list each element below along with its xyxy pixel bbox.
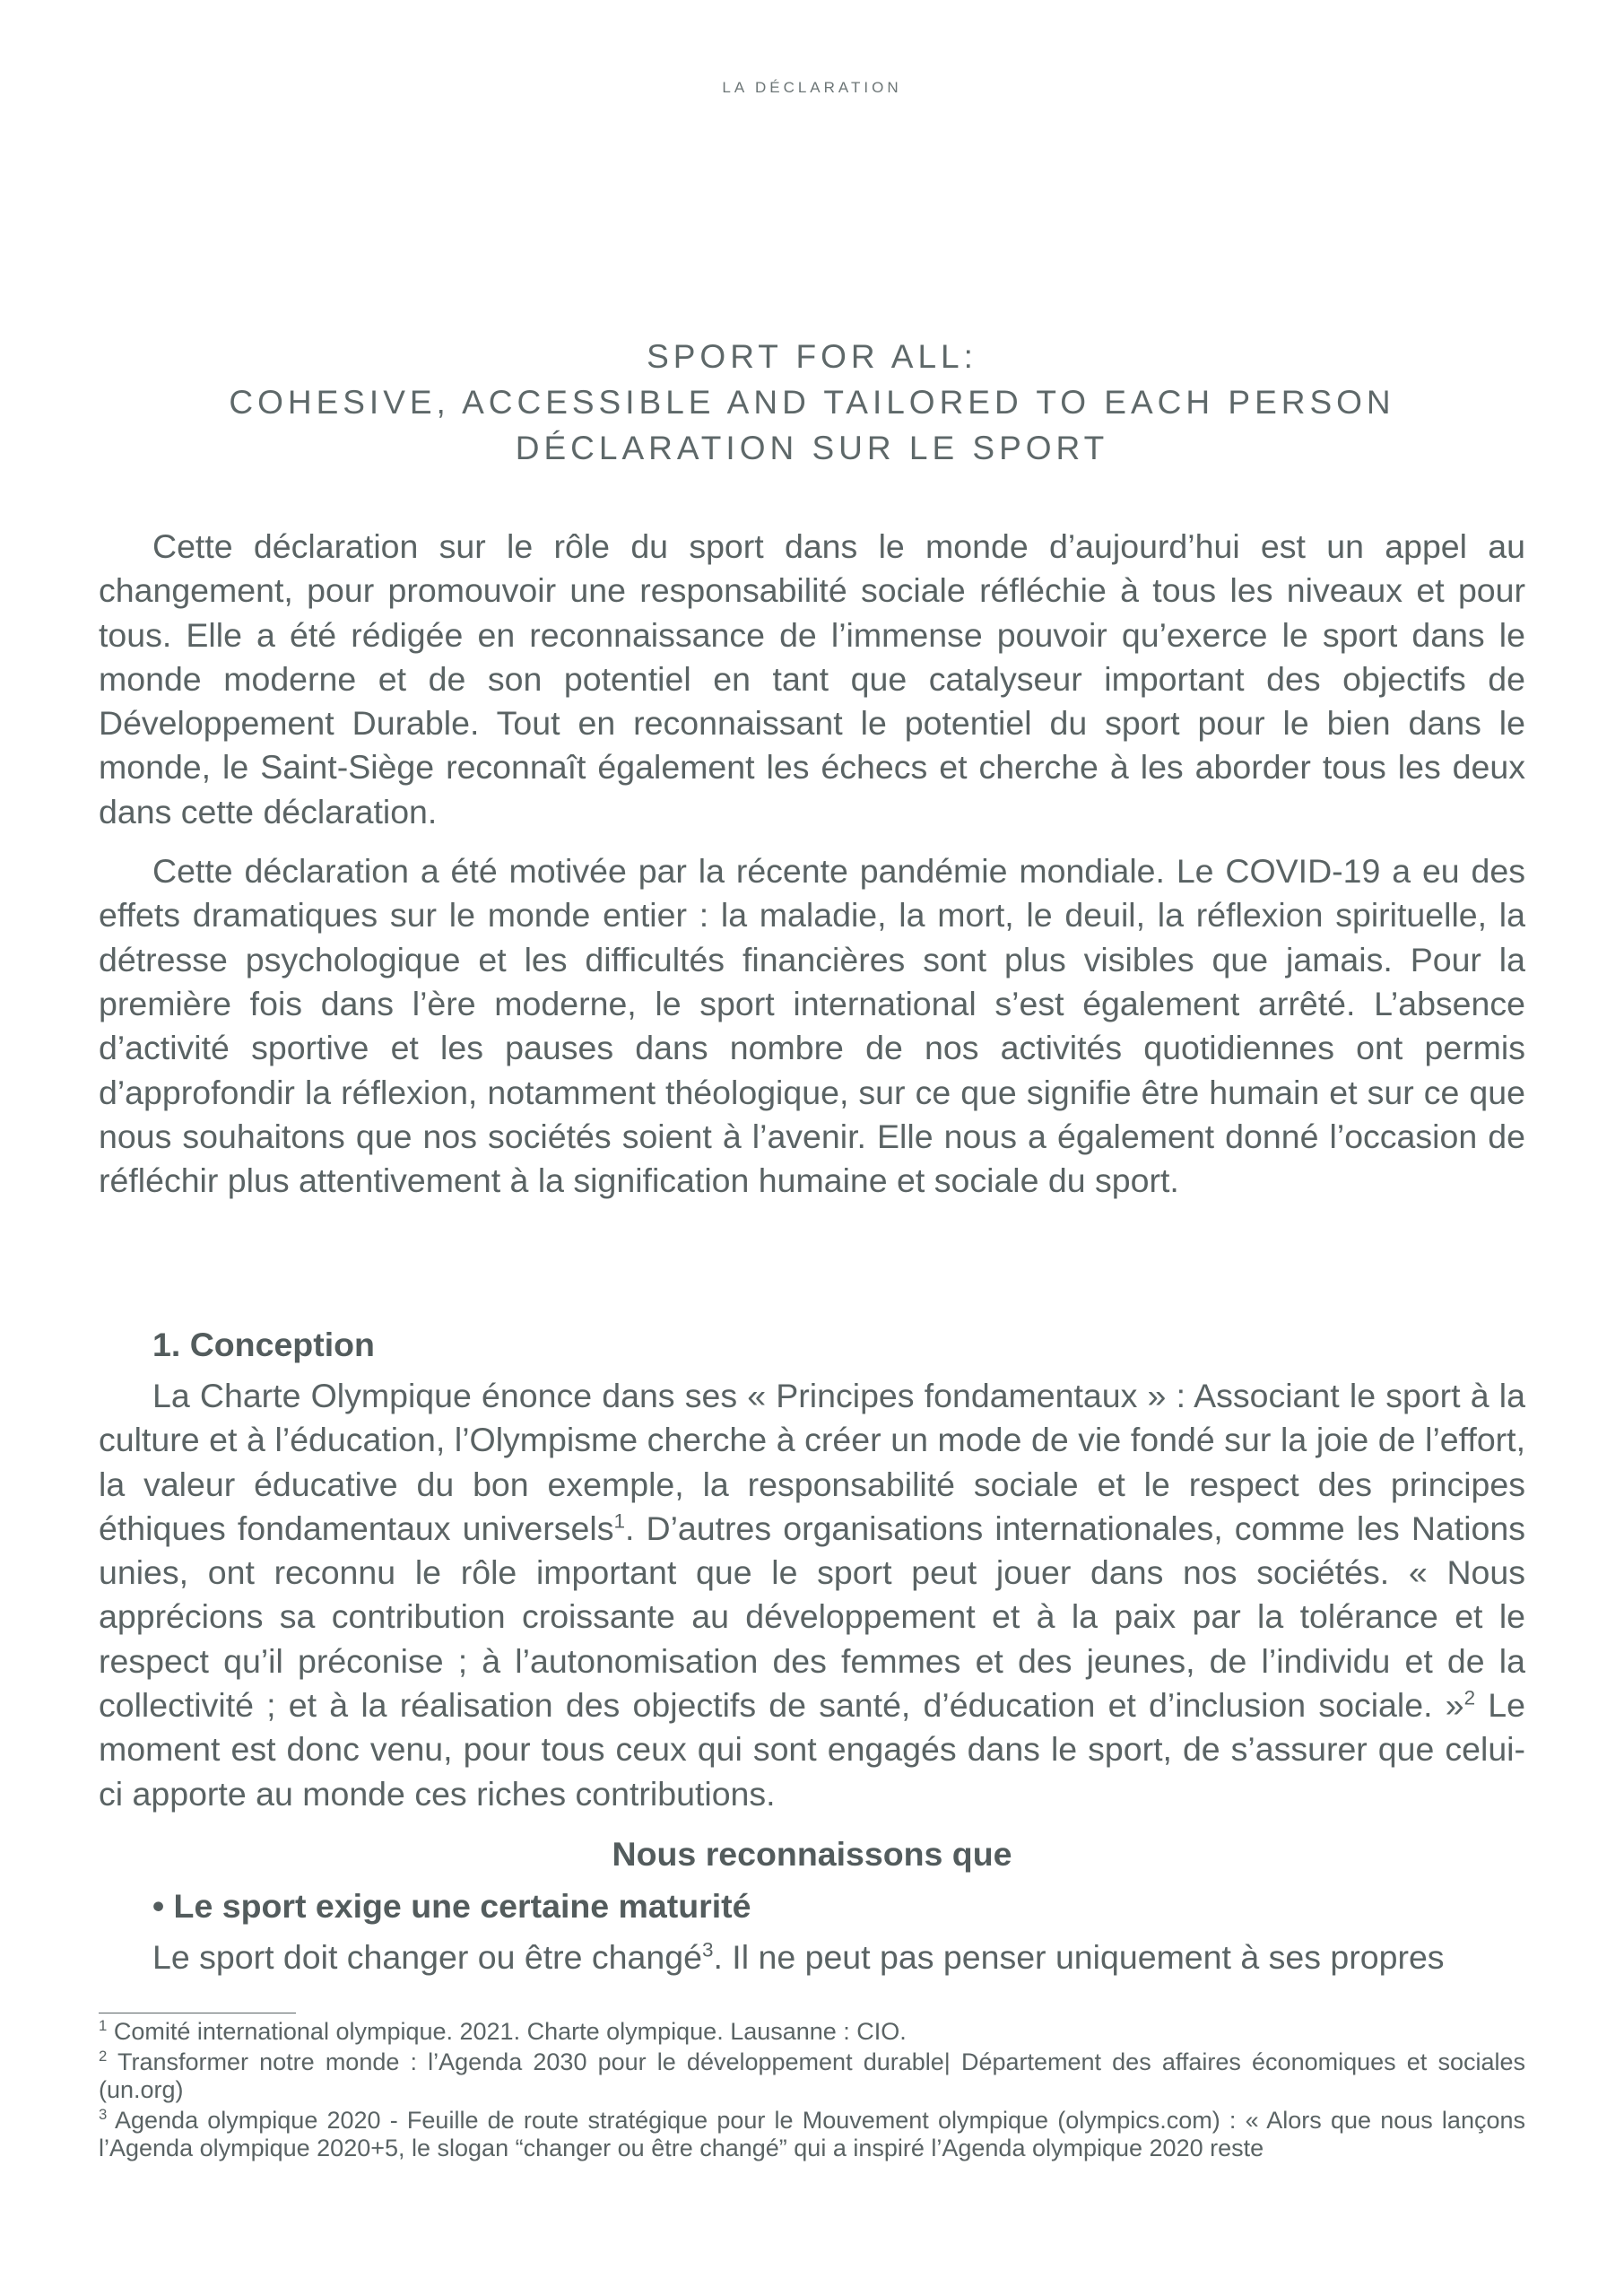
footnote-number: 1 [99,2017,108,2034]
intro-section [99,525,1525,1218]
title-line-3: DÉCLARATION SUR LE SPORT [515,430,1109,466]
footnote-ref-2[interactable]: 2 [1463,1686,1476,1709]
document-title [0,334,1624,471]
conception-paragraph-2 [99,1935,1525,1979]
footnote-3 [99,2107,1525,2163]
section-conception [99,1322,1525,1995]
footnote-ref-3[interactable]: 3 [701,1938,714,1961]
title-line-2: COHESIVE, ACCESSIBLE AND TAILORED TO EACH PERSON [229,384,1395,421]
conception-paragraph-1 [99,1374,1525,1816]
footnotes [99,2013,1525,2165]
section-heading: 1. Conception [152,1326,375,1363]
footnote-text: Agenda olympique 2020 - Feuille de route stratégique pour le Mouvement olympique (olympics.com) : « Alors que nous lançons l’Agenda olympique 2020+5, le slogan “changer ou être changé” qui a inspiré l’Agenda olympique 2020 reste [99,2106,1525,2161]
running-header: LA DÉCLARATION [722,79,902,96]
footnote-number: 2 [99,2047,108,2065]
text-run: La Charte Olympique énonce dans ses « Principes fondamentaux » : Associant le sport à la culture et à l’éducation, l’Olympisme cherche à créer un mode de vie fondé sur la joie de l’effort, la valeur éducative du bon exemple, la responsabilité sociale et le respect des principes éthiques fondamentaux universels [99,1377,1525,1547]
text-run: Le sport doit changer ou être changé [152,1937,702,1976]
recognize-heading: Nous reconnaissons que [612,1834,1012,1873]
footnote-text: Transformer notre monde : l’Agenda 2030 pour le développement durable| Département des affaires économiques et sociales (un.org) [99,2048,1525,2103]
footnote-ref-1[interactable]: 1 [613,1509,625,1533]
text-run: . D’autres organisations internationales, comme les Nations unies, ont reconnu le rôle important que le sport peut jouer dans nos sociétés. « Nous apprécions sa contribution croissante au développement et à la paix par la tolérance et le respect qu’il préconise ; à l’autonomisation des femmes et des jeunes, de l’individu et de la collectivité ; et à la réalisation des objectifs de santé, d’éducation et d’inclusion sociale. » [99,1509,1525,1725]
text-run: . Il ne peut pas penser uniquement à ses propres [713,1937,1445,1976]
title-line-1: SPORT FOR ALL: [647,338,977,375]
footnote-number: 3 [99,2105,108,2123]
footnote-text: Comité international olympique. 2021. Charte olympique. Lausanne : CIO. [107,2018,907,2045]
bullet-heading: • Le sport exige une certaine maturité [152,1886,751,1925]
footnote-1 [99,2018,1525,2047]
footnote-2 [99,2048,1525,2105]
intro-paragraph-2: Cette déclaration a été motivée par la récente pandémie mondiale. Le COVID-19 a eu des effets dramatiques sur le monde entier : la maladie, la mort, le deuil, la réflexion spirituelle, la détresse psychologique et les difficultés financières sont plus visibles que jamais. Pour la première fois dans l’ère moderne, le sport international s’est également arrêté. L’absence d’activité sportive et les pauses dans nombre de nos activités quotidiennes ont permis d’approfondir la réflexion, notamment théologique, sur ce que signifie être humain et sur ce que nous souhaitons que nos sociétés soient à l’avenir. Elle nous a également donné l’occasion de réfléchir plus attentivement à la signification humaine et sociale du sport. [99,852,1525,1200]
text-run: Le moment est donc venu, pour tous ceux qui sont engagés dans le sport, de s’assurer que celui-ci apporte au monde ces riches contributions. [99,1686,1525,1813]
intro-paragraph-1: Cette déclaration sur le rôle du sport dans le monde d’aujourd’hui est un appel au changement, pour promouvoir une responsabilité sociale réfléchie à tous les niveaux et pour tous. Elle a été rédigée en reconnaissance de l’immense pouvoir qu’exerce le sport dans le monde moderne et de son potentiel en tant que catalyseur important des objectifs de Développement Durable. Tout en reconnaissant le potentiel du sport pour le bien dans le monde, le Saint-Siège reconnaît également les échecs et cherche à les aborder tous les deux dans cette déclaration. [99,527,1525,831]
